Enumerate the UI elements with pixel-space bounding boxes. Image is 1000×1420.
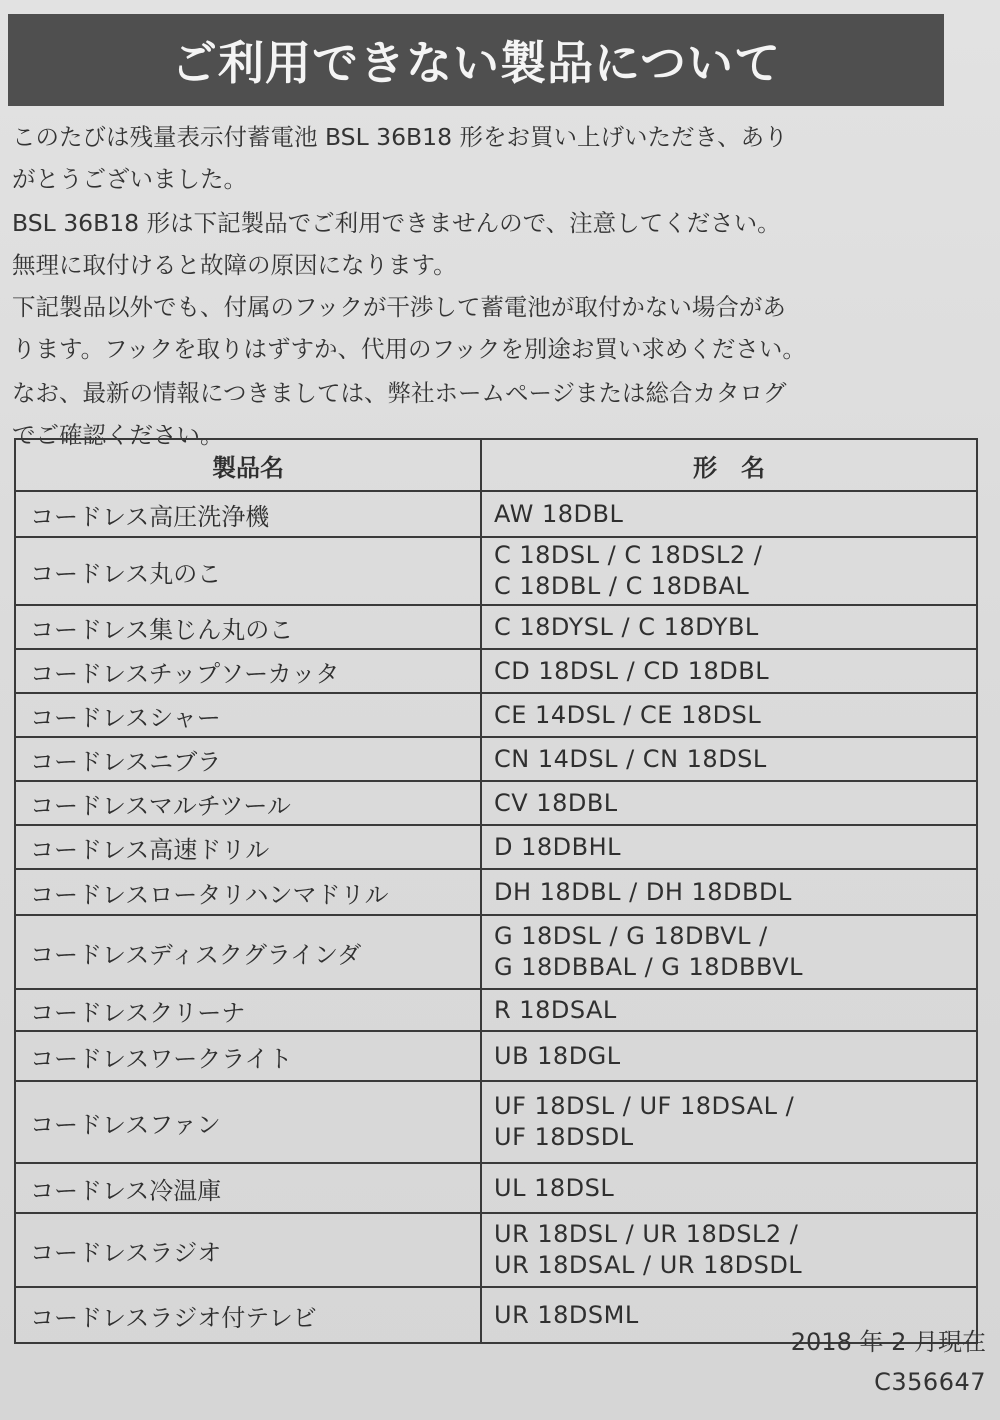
product-name-cell: コードレスワークライト [15, 1031, 481, 1081]
intro-line: でご確認ください。 [12, 421, 224, 449]
model-line: G 18DBBAL / G 18DBBVL [494, 953, 804, 981]
model-line: R 18DSAL [494, 995, 617, 1024]
intro-text [12, 118, 972, 458]
model-cell [481, 491, 977, 537]
product-name-cell: コードレスニブラ [15, 737, 481, 781]
product-name-cell: コードレスマルチツール [15, 781, 481, 825]
product-name-cell: コードレス集じん丸のこ [15, 605, 481, 649]
model-cell [481, 869, 977, 915]
product-name-cell: コードレスシャー [15, 693, 481, 737]
table-row [15, 537, 977, 605]
incompatible-products-table [14, 438, 978, 1344]
model-line: CE 14DSL / CE 18DSL [494, 700, 762, 729]
table-row [15, 1031, 977, 1081]
header-product-name: 製品名 [15, 439, 481, 491]
model-cell [481, 605, 977, 649]
model-cell [481, 649, 977, 693]
table-row [15, 825, 977, 869]
model-cell [481, 693, 977, 737]
table-row [15, 915, 977, 989]
table-row [15, 649, 977, 693]
document-code: C356647 [874, 1368, 986, 1396]
table-row [15, 491, 977, 537]
model-line: C 18DBL / C 18DBAL [494, 572, 750, 600]
model-line: C 18DSL / C 18DSL2 / [494, 541, 763, 569]
product-name-cell: コードレス高圧洗浄機 [15, 491, 481, 537]
table-row [15, 1163, 977, 1213]
table-row [15, 989, 977, 1031]
model-line: D 18DBHL [494, 832, 622, 861]
model-cell [481, 537, 977, 605]
table-row [15, 1213, 977, 1287]
model-line: DH 18DBL / DH 18DBDL [494, 877, 792, 906]
table-row [15, 869, 977, 915]
model-line: CD 18DSL / CD 18DBL [494, 656, 770, 685]
product-name-cell: コードレスチップソーカッタ [15, 649, 481, 693]
product-name-cell: コードレス高速ドリル [15, 825, 481, 869]
intro-line: なお、最新の情報につきましては、弊社ホームページまたは総合カタログ [12, 379, 787, 407]
product-name-cell: コードレスロータリハンマドリル [15, 869, 481, 915]
intro-line: このたびは残量表示付蓄電池 BSL 36B18 形をお買い上げいただき、あり [12, 123, 788, 151]
model-cell [481, 1031, 977, 1081]
model-line: UF 18DSDL [494, 1123, 634, 1151]
table-row [15, 737, 977, 781]
model-line: G 18DSL / G 18DBVL / [494, 922, 768, 950]
model-cell [481, 781, 977, 825]
model-line: AW 18DBL [494, 499, 624, 528]
product-name-cell: コードレス冷温庫 [15, 1163, 481, 1213]
table-row [15, 605, 977, 649]
intro-line: ります。フックを取りはずすか、代用のフックを別途お買い求めください。 [12, 335, 806, 363]
model-line: UR 18DSL / UR 18DSL2 / [494, 1220, 799, 1248]
table-row [15, 781, 977, 825]
model-line: UL 18DSL [494, 1173, 615, 1202]
product-name-cell: コードレスファン [15, 1081, 481, 1163]
product-name-cell: コードレス丸のこ [15, 537, 481, 605]
product-name-cell: コードレスラジオ付テレビ [15, 1287, 481, 1343]
as-of-date: 2018 年 2 月現在 [790, 1328, 986, 1356]
model-cell [481, 737, 977, 781]
model-cell [481, 1163, 977, 1213]
model-cell [481, 1081, 977, 1163]
model-line: UB 18DGL [494, 1041, 621, 1070]
table-row [15, 693, 977, 737]
table-row [15, 1081, 977, 1163]
model-cell [481, 915, 977, 989]
model-line: UR 18DSAL / UR 18DSDL [494, 1251, 803, 1279]
intro-line: がとうございました。 [12, 165, 247, 193]
intro-line: 下記製品以外でも、付属のフックが干渉して蓄電池が取付かない場合があ [12, 293, 786, 321]
product-name-cell: コードレスディスクグラインダ [15, 915, 481, 989]
intro-line: BSL 36B18 形は下記製品でご利用できませんので、注意してください。 [12, 209, 781, 237]
page-title: ご利用できない製品について [170, 36, 782, 90]
model-cell [481, 825, 977, 869]
title-banner [8, 14, 944, 106]
model-cell [481, 1213, 977, 1287]
model-line: CV 18DBL [494, 788, 618, 817]
header-model-name: 形 名 [481, 439, 977, 491]
model-line: UF 18DSL / UF 18DSAL / [494, 1092, 795, 1120]
model-cell [481, 989, 977, 1031]
model-line: UR 18DSML [494, 1300, 639, 1329]
intro-line: 無理に取付けると故障の原因になります。 [12, 251, 457, 279]
model-line: CN 14DSL / CN 18DSL [494, 744, 767, 773]
product-name-cell: コードレスラジオ [15, 1213, 481, 1287]
table-header-row [15, 439, 977, 491]
product-name-cell: コードレスクリーナ [15, 989, 481, 1031]
model-line: C 18DYSL / C 18DYBL [494, 612, 759, 641]
